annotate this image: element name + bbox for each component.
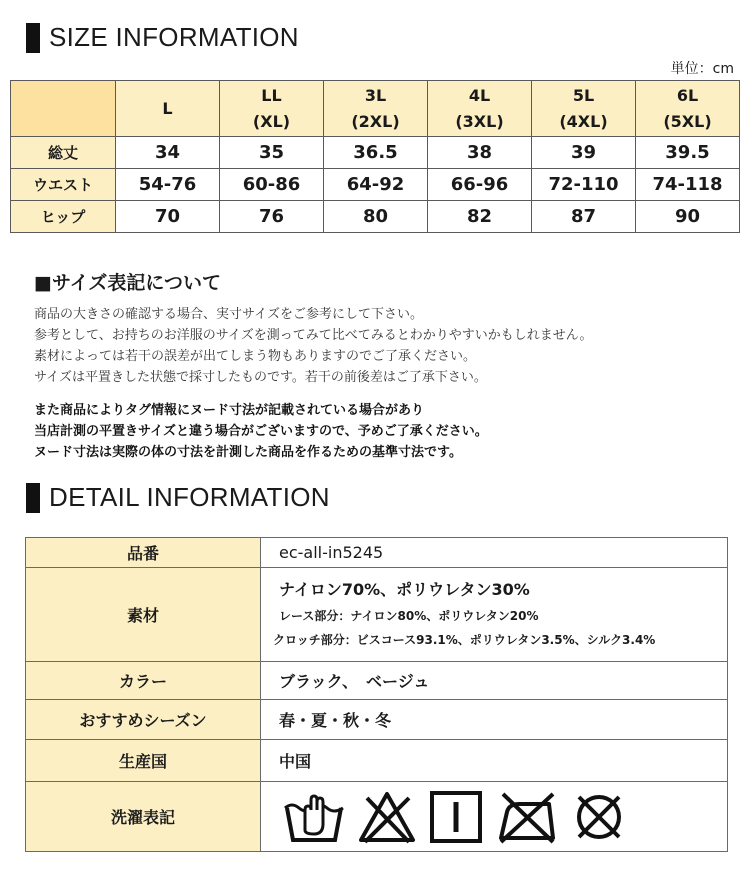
size-information-title: SIZE INFORMATION [49, 22, 299, 52]
size-col-top: 3L [364, 85, 387, 105]
detail-label: 素材 [26, 568, 261, 662]
size-cell: 87 [532, 201, 636, 233]
no-dry-clean-icon [571, 790, 627, 844]
size-row-label: 総丈 [11, 137, 116, 169]
detail-row-material [26, 568, 728, 662]
size-col-bottom: (2XL) [351, 111, 400, 131]
heading-bar [26, 483, 40, 513]
material-cell [261, 568, 728, 662]
detail-table [25, 537, 728, 852]
size-table [10, 80, 740, 233]
color-value: ブラック、 ベージュ [261, 662, 728, 700]
unit-label: 単位：cm [670, 61, 734, 77]
material-crotch: クロッチ部分：ビスコース93.1%、ポリウレタン3.5%、シルク3.4% [273, 633, 656, 647]
no-iron-icon [495, 790, 559, 844]
size-col-bottom: (3XL) [455, 111, 504, 131]
size-row-waist [11, 169, 740, 201]
detail-label: 生産国 [26, 740, 261, 782]
detail-row-color [26, 662, 728, 700]
size-col-header [220, 81, 324, 137]
size-cell: 76 [220, 201, 324, 233]
material-lace: レース部分：ナイロン80%、ポリウレタン20% [279, 609, 539, 623]
detail-information-title: DETAIL INFORMATION [49, 482, 330, 512]
detail-label: おすすめシーズン [26, 700, 261, 740]
line-dry-icon [429, 790, 483, 844]
note-bold-line: ヌード寸法は実際の体の寸法を計測した商品を作るための基準寸法です。 [34, 445, 462, 460]
size-col-header [324, 81, 428, 137]
size-row-hip [11, 201, 740, 233]
care-icons [279, 790, 727, 844]
size-cell: 70 [116, 201, 220, 233]
size-col-header [116, 81, 220, 137]
size-information-heading [26, 22, 299, 53]
size-col-header [428, 81, 532, 137]
size-col-top: 6L [676, 85, 699, 105]
hand-wash-icon [283, 790, 345, 844]
size-col-bottom: (4XL) [559, 111, 608, 131]
size-cell: 64-92 [324, 169, 428, 201]
detail-information-heading [26, 482, 330, 513]
note-line: 素材によっては若干の誤差が出てしまう物もありますのでご了承ください。 [34, 349, 477, 364]
size-col-header [636, 81, 740, 137]
size-col-top: 4L [468, 85, 491, 105]
size-cell: 38 [428, 137, 532, 169]
detail-row-care [26, 782, 728, 852]
size-col-top: L [162, 98, 173, 118]
detail-row-origin [26, 740, 728, 782]
detail-row-season [26, 700, 728, 740]
no-bleach-icon [357, 790, 417, 844]
size-row-label: ヒップ [11, 201, 116, 233]
product-number: ec-all-in5245 [261, 538, 728, 568]
size-notes [34, 304, 592, 388]
size-cell: 80 [324, 201, 428, 233]
size-col-bottom: (5XL) [663, 111, 712, 131]
size-cell: 60-86 [220, 169, 324, 201]
note-line: 参考として、お持ちのお洋服のサイズを測ってみて比べてみるとわかりやすいかもしれません。 [34, 328, 593, 343]
size-corner-cell [11, 81, 116, 137]
size-cell: 39.5 [636, 137, 740, 169]
size-cell: 34 [116, 137, 220, 169]
detail-label: 洗濯表記 [26, 782, 261, 852]
size-cell: 90 [636, 201, 740, 233]
size-notes-title: ■サイズ表記について [34, 272, 222, 294]
size-row-length [11, 137, 740, 169]
detail-label: 品番 [26, 538, 261, 568]
size-cell: 74-118 [636, 169, 740, 201]
size-cell: 72-110 [532, 169, 636, 201]
size-cell: 39 [532, 137, 636, 169]
size-col-top: 5L [572, 85, 595, 105]
origin-value: 中国 [261, 740, 728, 782]
note-bold-line: また商品によりタグ情報にヌード寸法が記載されている場合があり [34, 403, 425, 418]
material-main: ナイロン70%、ポリウレタン30% [279, 580, 530, 599]
size-cell: 66-96 [428, 169, 532, 201]
note-line: 商品の大きさの確認する場合、実寸サイズをご参考にして下さい。 [34, 307, 423, 322]
size-col-bottom: (XL) [252, 111, 291, 131]
season-value: 春・夏・秋・冬 [261, 700, 728, 740]
detail-label: カラー [26, 662, 261, 700]
care-cell [261, 782, 728, 852]
size-cell: 82 [428, 201, 532, 233]
note-line: サイズは平置きした状態で採寸したものです。若干の前後差はご了承下さい。 [34, 370, 487, 385]
detail-row-product-no [26, 538, 728, 568]
size-col-top: LL [261, 85, 282, 105]
size-cell: 36.5 [324, 137, 428, 169]
size-notes-bold [34, 400, 488, 463]
size-cell: 35 [220, 137, 324, 169]
size-cell: 54-76 [116, 169, 220, 201]
note-bold-line: 当店計測の平置きサイズと違う場合がございますので、予めご了承ください。 [34, 424, 488, 439]
size-header-row [11, 81, 740, 137]
size-col-header [532, 81, 636, 137]
heading-bar [26, 23, 40, 53]
size-row-label: ウエスト [11, 169, 116, 201]
